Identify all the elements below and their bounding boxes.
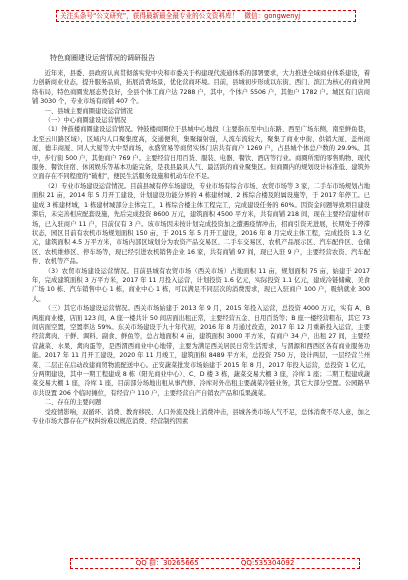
- document-body: [32, 30, 370, 426]
- body-paragraph: （三）其它市场建设运营情况。西关市场始建于 2013 年 9 月，2015 年投入运营，总投资 4000 万元，实有 A、B 两座商业楼，店面 123 间，A 座一楼共计 50 间店面出租正常，主要经营五金、日用百货等；B 座一楼经营粗布，其它 73 间店面空置，空置率达 59%。东关市场建设于九十年代初，2016 年 8 月通过改造，2017 年 12 月重新投入运营，主要经营禽肉、干鲜、调料、副食、鲜鱼等，总占地面积 4 亩，建筑面积 3000 平方米，有商户 34 户，出租 27 间，主要经营蔬菜、水果、禽肉蛋等，是西渭西商业中心地带，主要为满足西关居民日常生活需求，与渭源和西西区各有商业服务功能。2017 年 11 月开工建设，2020 年 11 月竣工，建筑面积 8489 平方米，总投资 750 万，设计两层，一层经营兰州菜、二层正在启动改建商贸物流配送中心。正安蔬菜批发市场始建于 2015 年 8 月，2017 年投入运营，总投资 1 亿元，分两期建设，其中一期工程建成 8 栋（阳光商业中心）、C、D 楼 3 栋，蔬菜交易大棚 3 座，冷库 1 座；二期工程建成蔬菜交易大棚 1 座，冷库 1 座，目前部分场地出租从事汽修、冷库对外出租主要蔬菜冷链业务，其它大部分空置。公园路早市共设置 206 个临时摊位，有经营户 110 户，主要经营自产自销农产品和瓜果蔬菜。: [32, 305, 370, 397]
- footer-qq: QQ:535304092: [240, 559, 295, 567]
- banner-wechat-text: 微信：gongwenyj: [244, 12, 301, 20]
- body-paragraph: （2）专业市场建设运营情况。目前县城有停车场建设，专业市场有综合市场、农贸市场等 3 家，二手车市场规划占地面积 21 亩，2014 年 5 月开工建设，计划建设功能分界的 4 栋建材城、2 栋综合楼及附属设施等，于 2017 年停工。已建成 3 栋建材城，1 栋建材城部分主体完工，1 栋综合楼主体工程完工，完成建设任务的 60%。因资金问题导致项目建设滞后，未完善相应配套设施，先后完成投资 8600 万元，建筑面积 4500 平方米，共有商铺 218 间，现在主要经营建材市场，已入驻商户 11 户，目前仅有 3 户。该市场因未按计划完成投资加之遭遇疫情冲击，招商引资无进展，长期处于停滞状态，园区目前有农机市场规划面积 150 亩，于 2015 年 5 月开工建设，2016 年 8 月完成主体工程，完成投资 1.3 亿元，建筑面积 4.5 万平方米，市场内部区域划分为农资产品交易区、二手车交易区、农机产品展示区、汽车配件区、仓储区、农机维修区、停车场等，现已经引进农机销售企业 16 家，共有商铺 97 间，现已入驻 9 户，主要经营农资、汽车配件、农机等产品。: [32, 182, 370, 266]
- promo-banner: [56, 10, 356, 22]
- section-heading: 一、县城主要商圈建设运营情况: [44, 107, 133, 115]
- body-paragraph: 近年来，县委、县政府认真贯彻落实党中央和市委关于构建现代流通体系的部署要求，大力推进全域商业体系建设，着力创新商业业态，提升服务品质，拓展消费场景，优化营商环境。目前，县城初步形成以东街、西门、滨江为核心的商业网络布局，特色商圈发展态势良好，全县个体工商户达 7288 户，其中，个体户 5506 户，其他户 1782 户。城区有门店商铺 3030 个，专业市场有商铺 407 个。: [32, 70, 370, 106]
- banner-promo-text: 关注头条号“公文研究”，获得最新最全最专业的公文资料库！: [60, 12, 239, 20]
- body-paragraph: （1）钟鼓楼商圈建设运营情况。钟鼓楼商圈位于县城中心地段（主要指东至中山东路、西至广场东侧，南至鲜鱼巷，北至云川路区域），区域内人口聚集度高，交通便利，集聚辐射强，人流车流较大，聚集了商业中街、供销大厦、盖州商厦、德丰商厦、同人大厦等大中型商场，永盛贸易等商贸实体门店共有商户 1269 户，占县城个体总户数的 29.9%。其中，步行街 500 户，其他商户 769 户。主要经营日用百货、服装、电器、餐饮、酒店等行业。商圈所需的零售购物、现代服务、餐饮住宿、休闲娱乐等基本功能完备，是我县最具人气、最活跃的商业聚集区。但商圈内的规划设计标准低、建筑外立面存在不同程度的“破相”，便民生活服务设施和机动车位不足。: [32, 126, 370, 181]
- contact-footer: [70, 558, 360, 569]
- section-heading: （一）中心商圈建设运营情况: [44, 117, 127, 125]
- document-title: 特色商圈建设运营情况的调研报告: [50, 54, 155, 62]
- body-paragraph: （3）农贸市场建设运营情况。目前县城有农贸市场（西关市场）占地面积 11 亩，规划面积 75 亩，始建于 2017 年，完成建筑面积 3 万平方米，2017 年 11 月投入运营，计划投资 1.6 亿元，实际投资 1.1 亿元，建成冷链储藏、美食广场 10 栋、汽车销售中心 1 栋，商业中心 1 栋，可以满足不同层次的消费需求，现已入驻商户 100 户，吸纳就业 300 人。: [32, 267, 370, 303]
- footer-qq-group: QQ 群：30265665: [135, 559, 199, 567]
- document-content: [32, 69, 370, 426]
- body-paragraph: 受疫情影响，双循环、消费、教育移民、人口外流及线上消费冲击，县城各类市场人气不足，总体消费不尽人意，加之专业市场大都存在产权纠纷难以规范消费、经营制约因素: [32, 408, 370, 426]
- section-heading: 二、存在的主要问题: [44, 399, 102, 407]
